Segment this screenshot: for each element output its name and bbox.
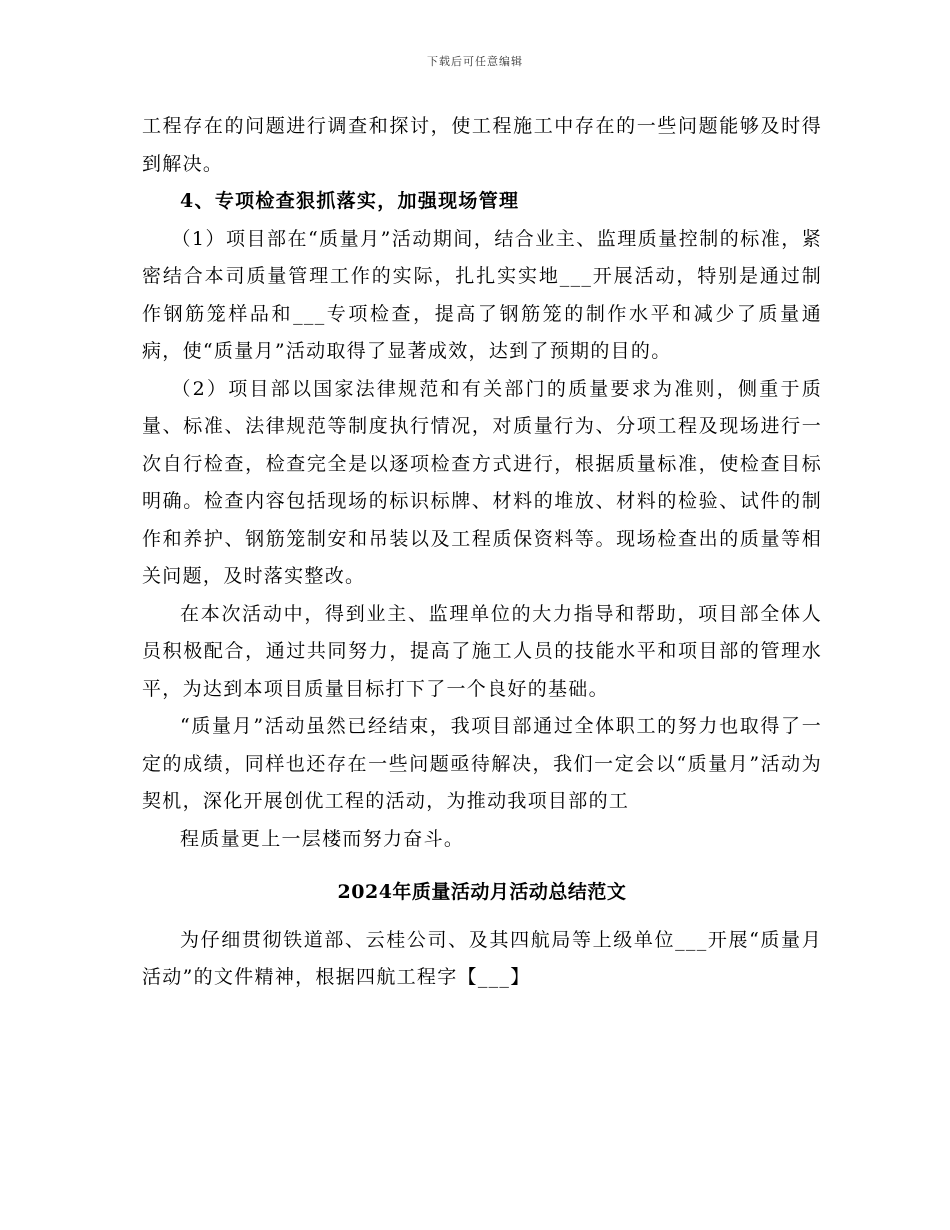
section-heading: 4、专项检查狠抓落实，加强现场管理 [180,190,520,212]
paragraph-item-2: （2）项目部以国家法律规范和有关部门的质量要求为准则，侧重于质量、标准、法律规范等制度执行情况，对质量行为、分项工程及现场进行一次自行检查，检查完全是以逐项检查方式进行，根据质量标准，使检查目标明确。检查内容包括现场的标识标牌、材料的堆放、材料的检验、试件的制作和养护、钢筋笼制安和吊装以及工程质保资料等。现场检查出的质量等相关问题，及时落实整改。 [142,377,822,587]
document-body [142,108,822,997]
document-title: 2024年质量活动月活动总结范文 [337,881,627,903]
paragraph-item-1: （1）项目部在“质量月”活动期间，结合业主、监理质量控制的标准，紧密结合本司质量管理工作的实际，扎扎实实地___开展活动，特别是通过制作钢筋笼样品和___专项检查，提高了钢筋笼的制作水平和减少了质量通病，使“质量月”活动取得了显著成效，达到了预期的目的。 [142,227,822,362]
paragraph-continuation: 工程存在的问题进行调查和探讨，使工程施工中存在的一些问题能够及时得到解决。 [142,115,822,175]
paragraph-closing: 程质量更上一层楼而努力奋斗。 [180,827,465,850]
paragraph-activity: 在本次活动中，得到业主、监理单位的大力指导和帮助，项目部全体人员积极配合，通过共同努力，提高了施工人员的技能水平和项目部的管理水平，为达到本项目质量目标打下了一个良好的基础。 [142,602,822,700]
page-header-note: 下载后可任意编辑 [427,55,523,68]
paragraph-intro: 为仔细贯彻铁道部、云桂公司、及其四航局等上级单位___开展“质量月活动”的文件精神，根据四航工程字【___】 [142,928,822,988]
paragraph-conclusion: “质量月”活动虽然已经结束，我项目部通过全体职工的努力也取得了一定的成绩，同样也还存在一些问题亟待解决，我们一定会以“质量月”活动为契机，深化开展创优工程的活动，为推动我项目部的工 [142,715,822,812]
